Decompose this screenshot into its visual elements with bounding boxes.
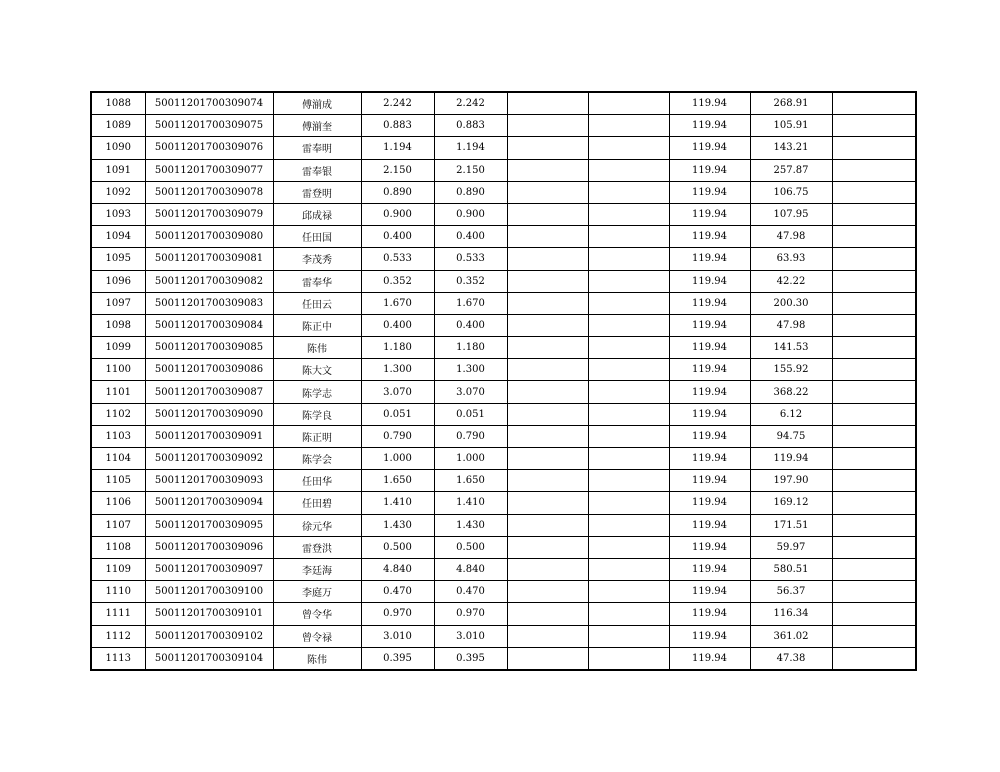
name-cell: 李庭万: [273, 581, 361, 603]
area-cell: 0.395: [361, 647, 434, 670]
blank-cell: [588, 337, 669, 359]
blank-cell: [588, 248, 669, 270]
blank-cell: [507, 292, 588, 314]
amount-cell: 116.34: [750, 603, 832, 625]
amount-cell: 200.30: [750, 292, 832, 314]
table-row: [91, 137, 916, 159]
confirmed-area-cell: 1.650: [434, 470, 507, 492]
unit-price-cell: 119.94: [669, 314, 750, 336]
remark-cell: [832, 581, 916, 603]
unit-price-cell: 119.94: [669, 448, 750, 470]
confirmed-area-cell: 0.470: [434, 581, 507, 603]
blank-cell: [507, 425, 588, 447]
name-cell: 曾令禄: [273, 625, 361, 647]
remark-cell: [832, 470, 916, 492]
blank-cell: [588, 403, 669, 425]
serial-cell: 1098: [91, 314, 145, 336]
area-cell: 0.470: [361, 581, 434, 603]
blank-cell: [588, 603, 669, 625]
amount-cell: 141.53: [750, 337, 832, 359]
table-row: [91, 603, 916, 625]
serial-cell: 1112: [91, 625, 145, 647]
area-cell: 1.430: [361, 514, 434, 536]
area-cell: 2.150: [361, 159, 434, 181]
unit-price-cell: 119.94: [669, 558, 750, 580]
amount-cell: 361.02: [750, 625, 832, 647]
blank-cell: [507, 492, 588, 514]
table-row: [91, 448, 916, 470]
serial-cell: 1110: [91, 581, 145, 603]
blank-cell: [588, 536, 669, 558]
amount-cell: 119.94: [750, 448, 832, 470]
serial-cell: 1091: [91, 159, 145, 181]
amount-cell: 63.93: [750, 248, 832, 270]
remark-cell: [832, 115, 916, 137]
blank-cell: [588, 181, 669, 203]
table-row: [91, 115, 916, 137]
area-cell: 1.180: [361, 337, 434, 359]
confirmed-area-cell: 2.242: [434, 92, 507, 115]
table-row: [91, 536, 916, 558]
unit-price-cell: 119.94: [669, 248, 750, 270]
account-id-cell: 50011201700309080: [145, 226, 273, 248]
account-id-cell: 50011201700309077: [145, 159, 273, 181]
name-cell: 雷奉银: [273, 159, 361, 181]
table-row: [91, 470, 916, 492]
amount-cell: 47.98: [750, 226, 832, 248]
name-cell: 傅湔成: [273, 92, 361, 115]
amount-cell: 107.95: [750, 203, 832, 225]
unit-price-cell: 119.94: [669, 381, 750, 403]
account-id-cell: 50011201700309097: [145, 558, 273, 580]
account-id-cell: 50011201700309090: [145, 403, 273, 425]
account-id-cell: 50011201700309095: [145, 514, 273, 536]
name-cell: 曾令华: [273, 603, 361, 625]
account-id-cell: 50011201700309104: [145, 647, 273, 670]
account-id-cell: 50011201700309081: [145, 248, 273, 270]
remark-cell: [832, 425, 916, 447]
remark-cell: [832, 181, 916, 203]
blank-cell: [507, 381, 588, 403]
remark-cell: [832, 492, 916, 514]
area-cell: 0.051: [361, 403, 434, 425]
confirmed-area-cell: 1.000: [434, 448, 507, 470]
remark-cell: [832, 603, 916, 625]
table-row: [91, 203, 916, 225]
area-cell: 0.500: [361, 536, 434, 558]
unit-price-cell: 119.94: [669, 159, 750, 181]
area-cell: 1.300: [361, 359, 434, 381]
blank-cell: [507, 470, 588, 492]
table-row: [91, 226, 916, 248]
unit-price-cell: 119.94: [669, 292, 750, 314]
unit-price-cell: 119.94: [669, 181, 750, 203]
table-row: [91, 292, 916, 314]
serial-cell: 1106: [91, 492, 145, 514]
serial-cell: 1101: [91, 381, 145, 403]
confirmed-area-cell: 0.883: [434, 115, 507, 137]
account-id-cell: 50011201700309076: [145, 137, 273, 159]
blank-cell: [588, 270, 669, 292]
blank-cell: [507, 226, 588, 248]
name-cell: 傅湔奎: [273, 115, 361, 137]
area-cell: 4.840: [361, 558, 434, 580]
account-id-cell: 50011201700309083: [145, 292, 273, 314]
remark-cell: [832, 226, 916, 248]
amount-cell: 42.22: [750, 270, 832, 292]
area-cell: 1.194: [361, 137, 434, 159]
confirmed-area-cell: 0.890: [434, 181, 507, 203]
confirmed-area-cell: 0.400: [434, 314, 507, 336]
name-cell: 雷奉明: [273, 137, 361, 159]
name-cell: 陈伟: [273, 337, 361, 359]
remark-cell: [832, 137, 916, 159]
area-cell: 2.242: [361, 92, 434, 115]
serial-cell: 1108: [91, 536, 145, 558]
table-row: [91, 403, 916, 425]
amount-cell: 171.51: [750, 514, 832, 536]
account-id-cell: 50011201700309085: [145, 337, 273, 359]
confirmed-area-cell: 2.150: [434, 159, 507, 181]
unit-price-cell: 119.94: [669, 359, 750, 381]
blank-cell: [507, 137, 588, 159]
table-row: [91, 181, 916, 203]
account-id-cell: 50011201700309074: [145, 92, 273, 115]
name-cell: 任田云: [273, 292, 361, 314]
blank-cell: [507, 647, 588, 670]
unit-price-cell: 119.94: [669, 226, 750, 248]
area-cell: 0.883: [361, 115, 434, 137]
name-cell: 徐元华: [273, 514, 361, 536]
unit-price-cell: 119.94: [669, 625, 750, 647]
blank-cell: [588, 625, 669, 647]
amount-cell: 143.21: [750, 137, 832, 159]
confirmed-area-cell: 4.840: [434, 558, 507, 580]
blank-cell: [507, 403, 588, 425]
blank-cell: [588, 159, 669, 181]
table-row: [91, 492, 916, 514]
area-cell: 0.400: [361, 226, 434, 248]
table-row: [91, 92, 916, 115]
account-id-cell: 50011201700309094: [145, 492, 273, 514]
blank-cell: [588, 292, 669, 314]
serial-cell: 1097: [91, 292, 145, 314]
blank-cell: [588, 226, 669, 248]
blank-cell: [588, 647, 669, 670]
serial-cell: 1099: [91, 337, 145, 359]
name-cell: 陈学会: [273, 448, 361, 470]
account-id-cell: 50011201700309102: [145, 625, 273, 647]
confirmed-area-cell: 1.430: [434, 514, 507, 536]
blank-cell: [588, 581, 669, 603]
name-cell: 雷登洪: [273, 536, 361, 558]
blank-cell: [507, 314, 588, 336]
serial-cell: 1096: [91, 270, 145, 292]
blank-cell: [507, 581, 588, 603]
serial-cell: 1089: [91, 115, 145, 137]
blank-cell: [588, 381, 669, 403]
account-id-cell: 50011201700309092: [145, 448, 273, 470]
blank-cell: [588, 115, 669, 137]
remark-cell: [832, 337, 916, 359]
remark-cell: [832, 92, 916, 115]
blank-cell: [588, 492, 669, 514]
amount-cell: 106.75: [750, 181, 832, 203]
blank-cell: [507, 448, 588, 470]
name-cell: 李廷海: [273, 558, 361, 580]
area-cell: 1.410: [361, 492, 434, 514]
unit-price-cell: 119.94: [669, 536, 750, 558]
amount-cell: 47.98: [750, 314, 832, 336]
amount-cell: 368.22: [750, 381, 832, 403]
remark-cell: [832, 159, 916, 181]
unit-price-cell: 119.94: [669, 647, 750, 670]
unit-price-cell: 119.94: [669, 403, 750, 425]
account-id-cell: 50011201700309084: [145, 314, 273, 336]
remark-cell: [832, 314, 916, 336]
table-row: [91, 270, 916, 292]
amount-cell: 94.75: [750, 425, 832, 447]
area-cell: 1.650: [361, 470, 434, 492]
table-row: [91, 248, 916, 270]
blank-cell: [588, 514, 669, 536]
blank-cell: [588, 314, 669, 336]
name-cell: 陈学志: [273, 381, 361, 403]
amount-cell: 47.38: [750, 647, 832, 670]
account-id-cell: 50011201700309087: [145, 381, 273, 403]
remark-cell: [832, 381, 916, 403]
serial-cell: 1104: [91, 448, 145, 470]
remark-cell: [832, 647, 916, 670]
blank-cell: [507, 115, 588, 137]
serial-cell: 1111: [91, 603, 145, 625]
serial-cell: 1090: [91, 137, 145, 159]
blank-cell: [588, 359, 669, 381]
account-id-cell: 50011201700309096: [145, 536, 273, 558]
amount-cell: 6.12: [750, 403, 832, 425]
unit-price-cell: 119.94: [669, 603, 750, 625]
amount-cell: 59.97: [750, 536, 832, 558]
confirmed-area-cell: 0.500: [434, 536, 507, 558]
amount-cell: 268.91: [750, 92, 832, 115]
name-cell: 雷奉华: [273, 270, 361, 292]
remark-cell: [832, 359, 916, 381]
blank-cell: [588, 92, 669, 115]
confirmed-area-cell: 0.400: [434, 226, 507, 248]
account-id-cell: 50011201700309086: [145, 359, 273, 381]
remark-cell: [832, 248, 916, 270]
blank-cell: [507, 270, 588, 292]
area-cell: 0.352: [361, 270, 434, 292]
name-cell: 雷登明: [273, 181, 361, 203]
blank-cell: [588, 558, 669, 580]
area-cell: 3.070: [361, 381, 434, 403]
blank-cell: [507, 248, 588, 270]
serial-cell: 1093: [91, 203, 145, 225]
table-row: [91, 647, 916, 670]
unit-price-cell: 119.94: [669, 137, 750, 159]
blank-cell: [507, 625, 588, 647]
blank-cell: [507, 359, 588, 381]
remark-cell: [832, 536, 916, 558]
unit-price-cell: 119.94: [669, 470, 750, 492]
area-cell: 0.970: [361, 603, 434, 625]
blank-cell: [507, 558, 588, 580]
serial-cell: 1103: [91, 425, 145, 447]
name-cell: 任田碧: [273, 492, 361, 514]
unit-price-cell: 119.94: [669, 203, 750, 225]
table-row: [91, 381, 916, 403]
remark-cell: [832, 514, 916, 536]
blank-cell: [507, 337, 588, 359]
serial-cell: 1113: [91, 647, 145, 670]
name-cell: 陈学良: [273, 403, 361, 425]
table-row: [91, 581, 916, 603]
table-row: [91, 159, 916, 181]
blank-cell: [588, 425, 669, 447]
account-id-cell: 50011201700309093: [145, 470, 273, 492]
confirmed-area-cell: 1.410: [434, 492, 507, 514]
blank-cell: [588, 448, 669, 470]
name-cell: 陈大文: [273, 359, 361, 381]
remark-cell: [832, 292, 916, 314]
data-table: [90, 91, 917, 671]
name-cell: 任田国: [273, 226, 361, 248]
confirmed-area-cell: 0.900: [434, 203, 507, 225]
confirmed-area-cell: 1.670: [434, 292, 507, 314]
area-cell: 0.790: [361, 425, 434, 447]
blank-cell: [588, 203, 669, 225]
account-id-cell: 50011201700309091: [145, 425, 273, 447]
unit-price-cell: 119.94: [669, 425, 750, 447]
serial-cell: 1088: [91, 92, 145, 115]
blank-cell: [507, 181, 588, 203]
confirmed-area-cell: 0.051: [434, 403, 507, 425]
account-id-cell: 50011201700309100: [145, 581, 273, 603]
name-cell: 任田华: [273, 470, 361, 492]
remark-cell: [832, 203, 916, 225]
amount-cell: 580.51: [750, 558, 832, 580]
amount-cell: 257.87: [750, 159, 832, 181]
amount-cell: 197.90: [750, 470, 832, 492]
blank-cell: [588, 137, 669, 159]
serial-cell: 1094: [91, 226, 145, 248]
account-id-cell: 50011201700309079: [145, 203, 273, 225]
name-cell: 邱成禄: [273, 203, 361, 225]
blank-cell: [507, 603, 588, 625]
blank-cell: [588, 470, 669, 492]
confirmed-area-cell: 0.970: [434, 603, 507, 625]
unit-price-cell: 119.94: [669, 514, 750, 536]
amount-cell: 155.92: [750, 359, 832, 381]
confirmed-area-cell: 1.180: [434, 337, 507, 359]
unit-price-cell: 119.94: [669, 270, 750, 292]
remark-cell: [832, 625, 916, 647]
blank-cell: [507, 92, 588, 115]
serial-cell: 1102: [91, 403, 145, 425]
account-id-cell: 50011201700309101: [145, 603, 273, 625]
serial-cell: 1109: [91, 558, 145, 580]
serial-cell: 1107: [91, 514, 145, 536]
name-cell: 陈伟: [273, 647, 361, 670]
serial-cell: 1095: [91, 248, 145, 270]
confirmed-area-cell: 0.352: [434, 270, 507, 292]
table-row: [91, 514, 916, 536]
unit-price-cell: 119.94: [669, 115, 750, 137]
unit-price-cell: 119.94: [669, 92, 750, 115]
confirmed-area-cell: 0.790: [434, 425, 507, 447]
area-cell: 3.010: [361, 625, 434, 647]
area-cell: 0.533: [361, 248, 434, 270]
confirmed-area-cell: 3.070: [434, 381, 507, 403]
blank-cell: [507, 159, 588, 181]
name-cell: 陈正中: [273, 314, 361, 336]
confirmed-area-cell: 1.300: [434, 359, 507, 381]
table-row: [91, 359, 916, 381]
blank-cell: [507, 514, 588, 536]
area-cell: 0.400: [361, 314, 434, 336]
remark-cell: [832, 270, 916, 292]
account-id-cell: 50011201700309082: [145, 270, 273, 292]
serial-cell: 1105: [91, 470, 145, 492]
table-row: [91, 558, 916, 580]
amount-cell: 169.12: [750, 492, 832, 514]
serial-cell: 1092: [91, 181, 145, 203]
unit-price-cell: 119.94: [669, 337, 750, 359]
name-cell: 陈正明: [273, 425, 361, 447]
confirmed-area-cell: 1.194: [434, 137, 507, 159]
table-row: [91, 337, 916, 359]
confirmed-area-cell: 0.395: [434, 647, 507, 670]
area-cell: 0.900: [361, 203, 434, 225]
confirmed-area-cell: 3.010: [434, 625, 507, 647]
account-id-cell: 50011201700309075: [145, 115, 273, 137]
table-row: [91, 425, 916, 447]
amount-cell: 56.37: [750, 581, 832, 603]
blank-cell: [507, 203, 588, 225]
area-cell: 1.000: [361, 448, 434, 470]
serial-cell: 1100: [91, 359, 145, 381]
name-cell: 李茂秀: [273, 248, 361, 270]
unit-price-cell: 119.94: [669, 492, 750, 514]
remark-cell: [832, 403, 916, 425]
remark-cell: [832, 448, 916, 470]
amount-cell: 105.91: [750, 115, 832, 137]
unit-price-cell: 119.94: [669, 581, 750, 603]
confirmed-area-cell: 0.533: [434, 248, 507, 270]
table-row: [91, 314, 916, 336]
remark-cell: [832, 558, 916, 580]
area-cell: 0.890: [361, 181, 434, 203]
blank-cell: [507, 536, 588, 558]
account-id-cell: 50011201700309078: [145, 181, 273, 203]
table-row: [91, 625, 916, 647]
area-cell: 1.670: [361, 292, 434, 314]
